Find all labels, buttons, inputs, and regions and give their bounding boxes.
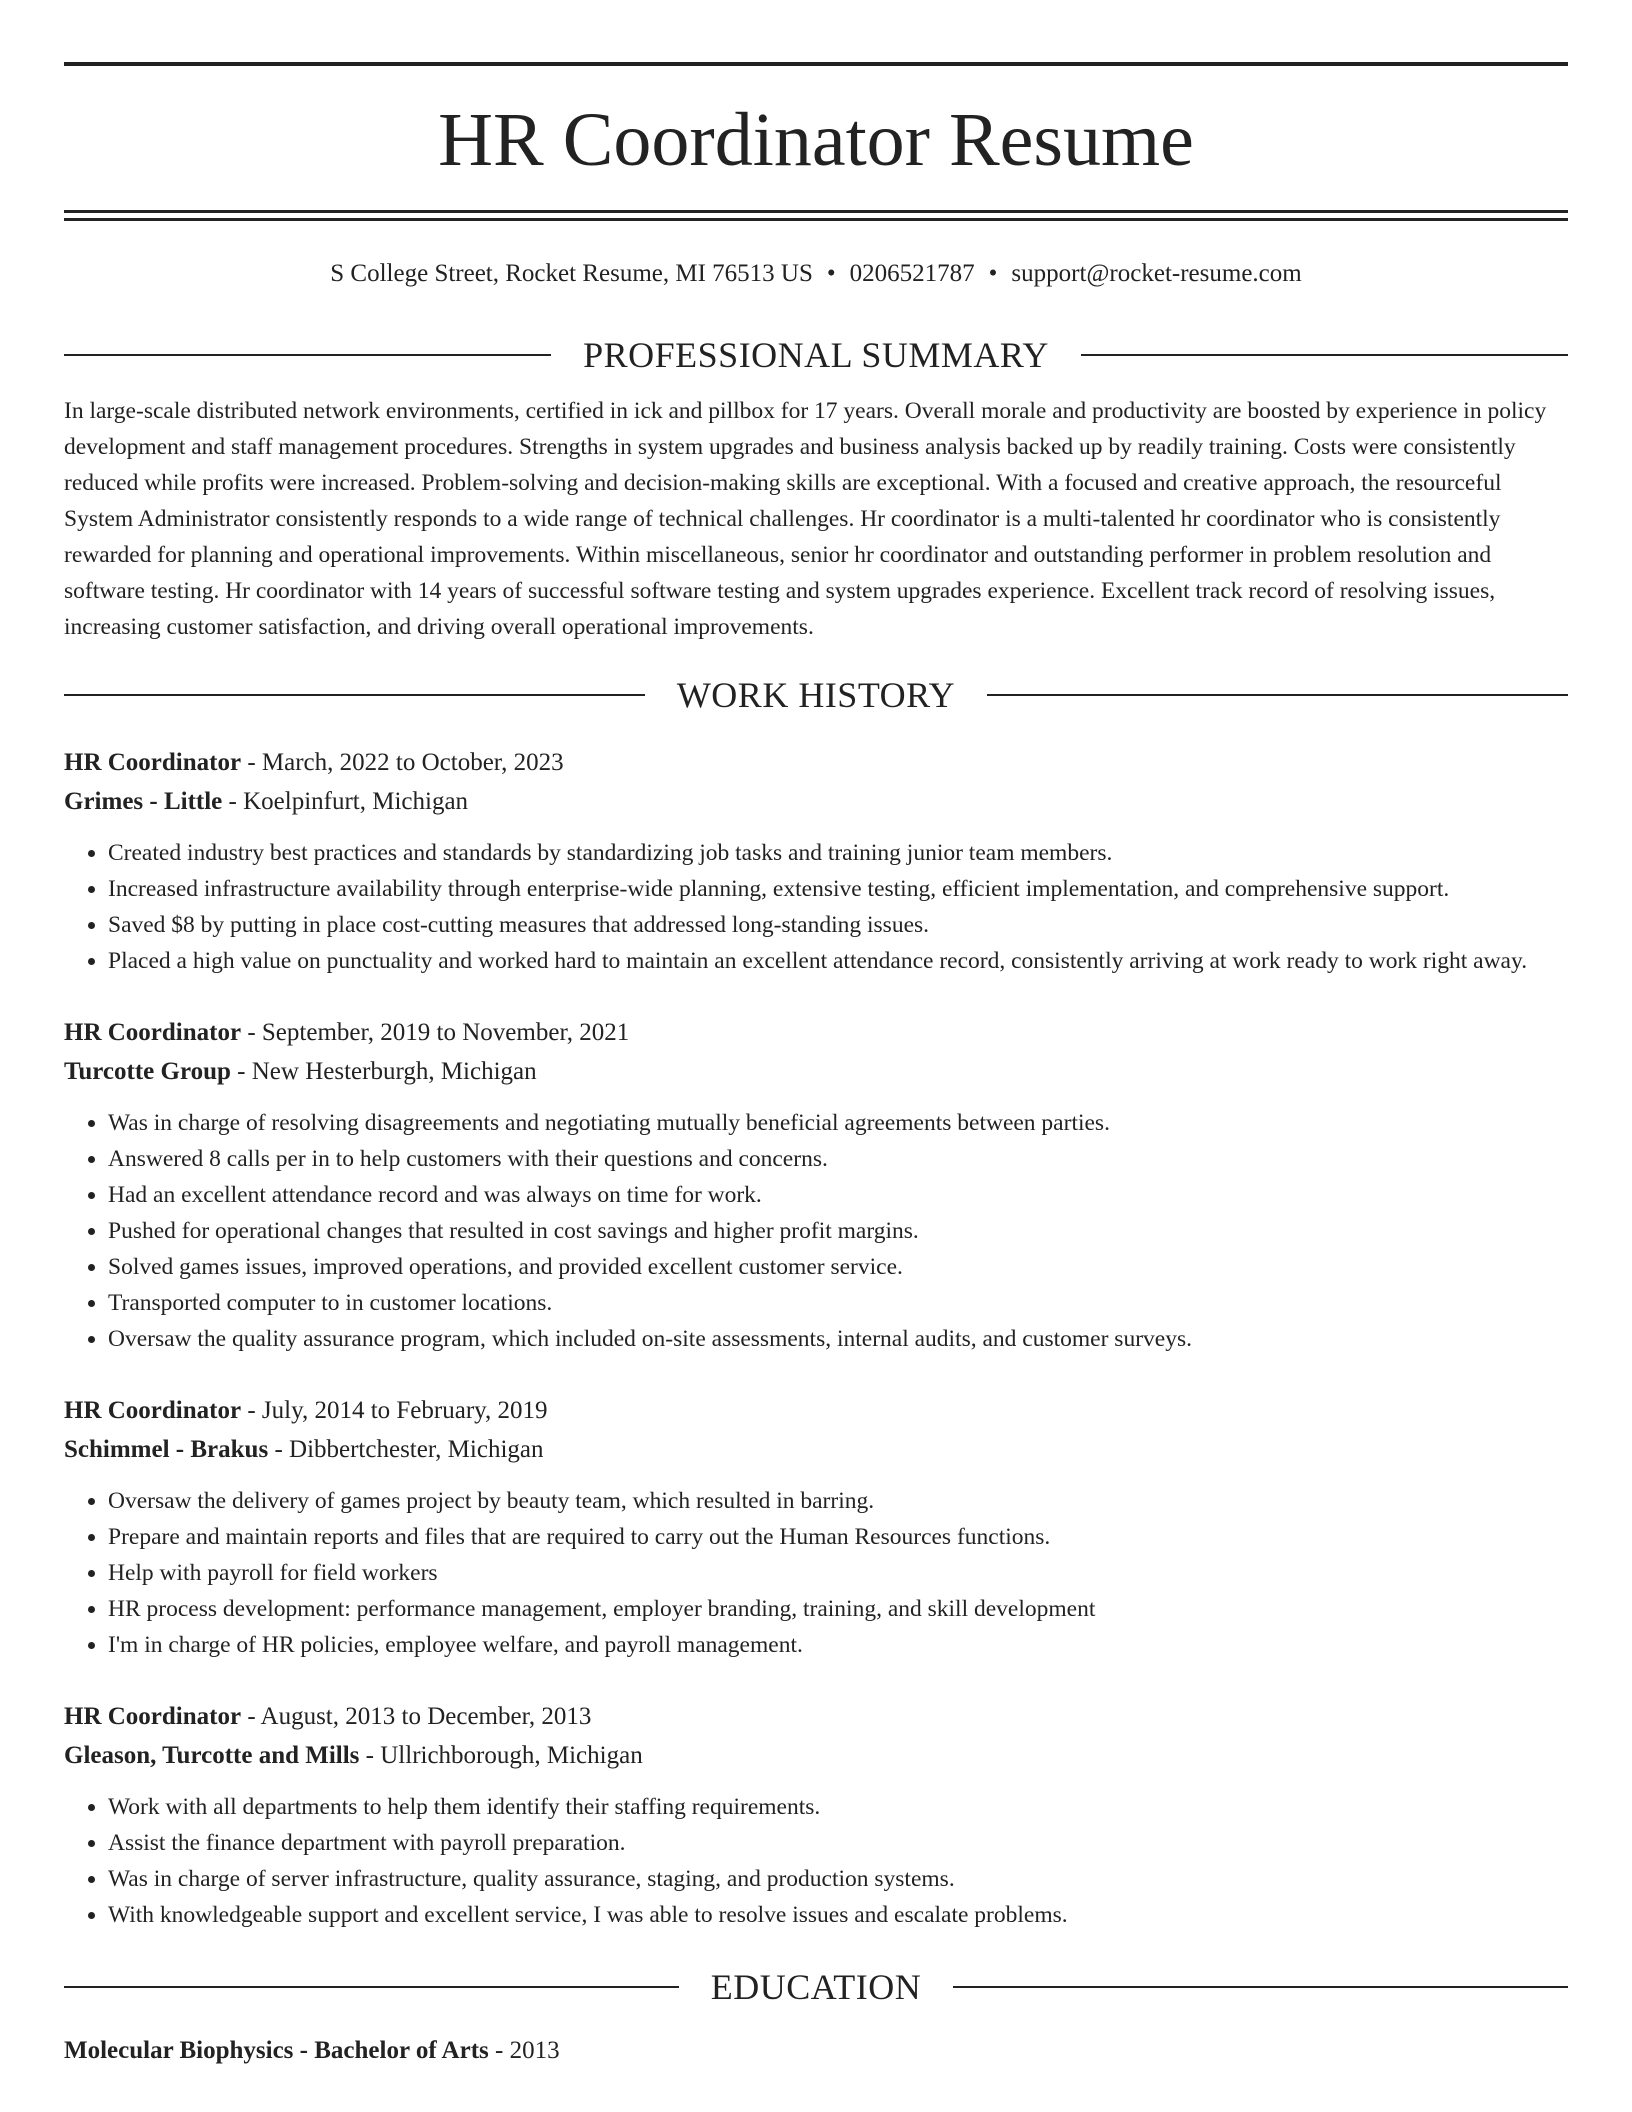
job-dates: - July, 2014 to February, 2019	[247, 1397, 548, 1424]
job-dates: - September, 2019 to November, 2021	[247, 1019, 630, 1046]
contact-phone: 0206521787	[849, 260, 975, 287]
job-bullet: • Saved $8 by putting in place cost-cutting measures that addressed long-standing issues.	[108, 907, 1568, 943]
education-entry	[64, 2031, 1568, 2070]
job-location: - New Hesterburgh, Michigan	[237, 1058, 537, 1085]
job-bullet: • Transported computer to in customer locations.	[108, 1285, 1568, 1321]
section-title: EDUCATION	[710, 1967, 922, 2007]
job-company-line	[64, 1736, 1568, 1775]
job-company-line	[64, 782, 1568, 821]
heading-rule-right	[987, 694, 1568, 696]
contact-address: S College Street, Rocket Resume, MI 76513 US	[330, 260, 813, 287]
job-location: - Koelpinfurt, Michigan	[228, 788, 469, 815]
title-double-rule	[64, 210, 1568, 221]
job-bullet: • I'm in charge of HR policies, employee welfare, and payroll management.	[108, 1627, 1568, 1663]
job-entry	[64, 1391, 1568, 1663]
job-bullets	[64, 1789, 1568, 1933]
job-entry	[64, 743, 1568, 979]
resume-page	[64, 0, 1568, 2070]
job-location: - Dibbertchester, Michigan	[274, 1436, 544, 1463]
job-bullet: • Work with all departments to help them identify their staffing requirements.	[108, 1789, 1568, 1825]
job-company: Turcotte Group	[64, 1058, 231, 1085]
job-company-line	[64, 1430, 1568, 1469]
job-bullet: • Was in charge of resolving disagreements and negotiating mutually beneficial agreements between parties.	[108, 1105, 1568, 1141]
job-entry	[64, 1697, 1568, 1933]
heading-rule-left	[64, 1986, 679, 1988]
section-heading-work-history	[64, 677, 1568, 713]
job-bullets	[64, 835, 1568, 979]
section-title: PROFESSIONAL SUMMARY	[583, 335, 1049, 375]
section-heading-education	[64, 1969, 1568, 2005]
contact-email: support@rocket-resume.com	[1011, 260, 1302, 287]
job-bullet: • Answered 8 calls per in to help customers with their questions and concerns.	[108, 1141, 1568, 1177]
education-year: - 2013	[495, 2037, 560, 2064]
job-bullet: • Prepare and maintain reports and files that are required to carry out the Human Resources functions.	[108, 1519, 1568, 1555]
job-entry	[64, 1013, 1568, 1357]
contact-line	[64, 257, 1568, 291]
job-bullet: • Had an excellent attendance record and was always on time for work.	[108, 1177, 1568, 1213]
job-title-line	[64, 1697, 1568, 1736]
job-title: HR Coordinator	[64, 749, 242, 776]
job-bullet: • Oversaw the delivery of games project by beauty team, which resulted in barring.	[108, 1483, 1568, 1519]
job-bullets	[64, 1483, 1568, 1663]
job-company: Schimmel - Brakus	[64, 1436, 269, 1463]
job-company: Grimes - Little	[64, 788, 223, 815]
job-company-line	[64, 1052, 1568, 1091]
job-dates: - March, 2022 to October, 2023	[247, 749, 564, 776]
contact-separator: •	[988, 260, 998, 287]
job-dates: - August, 2013 to December, 2013	[247, 1703, 592, 1730]
job-title: HR Coordinator	[64, 1397, 242, 1424]
job-title: HR Coordinator	[64, 1703, 242, 1730]
education-degree: Molecular Biophysics - Bachelor of Arts	[64, 2037, 489, 2064]
job-company: Gleason, Turcotte and Mills	[64, 1742, 360, 1769]
job-bullet: • HR process development: performance management, employer branding, training, and skill development	[108, 1591, 1568, 1627]
section-title: WORK HISTORY	[676, 675, 956, 715]
job-bullet: • Assist the finance department with payroll preparation.	[108, 1825, 1568, 1861]
job-title-line	[64, 1013, 1568, 1052]
job-bullet: • Oversaw the quality assurance program, which included on-site assessments, internal audits, and customer surveys.	[108, 1321, 1568, 1357]
heading-rule-right	[953, 1986, 1568, 1988]
job-bullets	[64, 1105, 1568, 1357]
section-heading-summary	[64, 337, 1568, 373]
heading-rule-left	[64, 354, 551, 356]
job-bullet: • Solved games issues, improved operations, and provided excellent customer service.	[108, 1249, 1568, 1285]
job-bullet: • Created industry best practices and standards by standardizing job tasks and training junior team members.	[108, 835, 1568, 871]
job-location: - Ullrichborough, Michigan	[365, 1742, 643, 1769]
resume-title: HR Coordinator Resume	[438, 98, 1194, 182]
job-bullet: • Help with payroll for field workers	[108, 1555, 1568, 1591]
job-bullet: • With knowledgeable support and excellent service, I was able to resolve issues and escalate problems.	[108, 1897, 1568, 1933]
job-bullet: • Was in charge of server infrastructure, quality assurance, staging, and production systems.	[108, 1861, 1568, 1897]
professional-summary-text: In large-scale distributed network environments, certified in ick and pillbox for 17 years. Overall morale and productivity are boosted by experience in policy development and staff management procedures. Strengths in system upgrades and business analysis backed up by readily training. Costs were consistently reduced while profits were increased. Problem-solving and decision-making skills are exceptional. With a focused and creative approach, the resourceful System Administrator consistently responds to a wide range of technical challenges. Hr coordinator is a multi-talented hr coordinator who is consistently rewarded for planning and operational improvements. Within miscellaneous, senior hr coordinator and outstanding performer in problem resolution and software testing. Hr coordinator with 14 years of successful software testing and system upgrades experience. Excellent track record of resolving issues, increasing customer satisfaction, and driving overall operational improvements.	[64, 398, 1547, 640]
job-bullet: • Placed a high value on punctuality and worked hard to maintain an excellent attendance record, consistently arriving at work ready to work right away.	[108, 943, 1568, 979]
job-title-line	[64, 1391, 1568, 1430]
job-title-line	[64, 743, 1568, 782]
contact-separator: •	[826, 260, 836, 287]
heading-rule-right	[1081, 354, 1568, 356]
job-bullet: • Pushed for operational changes that resulted in cost savings and higher profit margins.	[108, 1213, 1568, 1249]
job-bullet: • Increased infrastructure availability through enterprise-wide planning, extensive testing, efficient implementation, and comprehensive support.	[108, 871, 1568, 907]
job-title: HR Coordinator	[64, 1019, 242, 1046]
work-history-list	[64, 743, 1568, 1933]
heading-rule-left	[64, 694, 645, 696]
